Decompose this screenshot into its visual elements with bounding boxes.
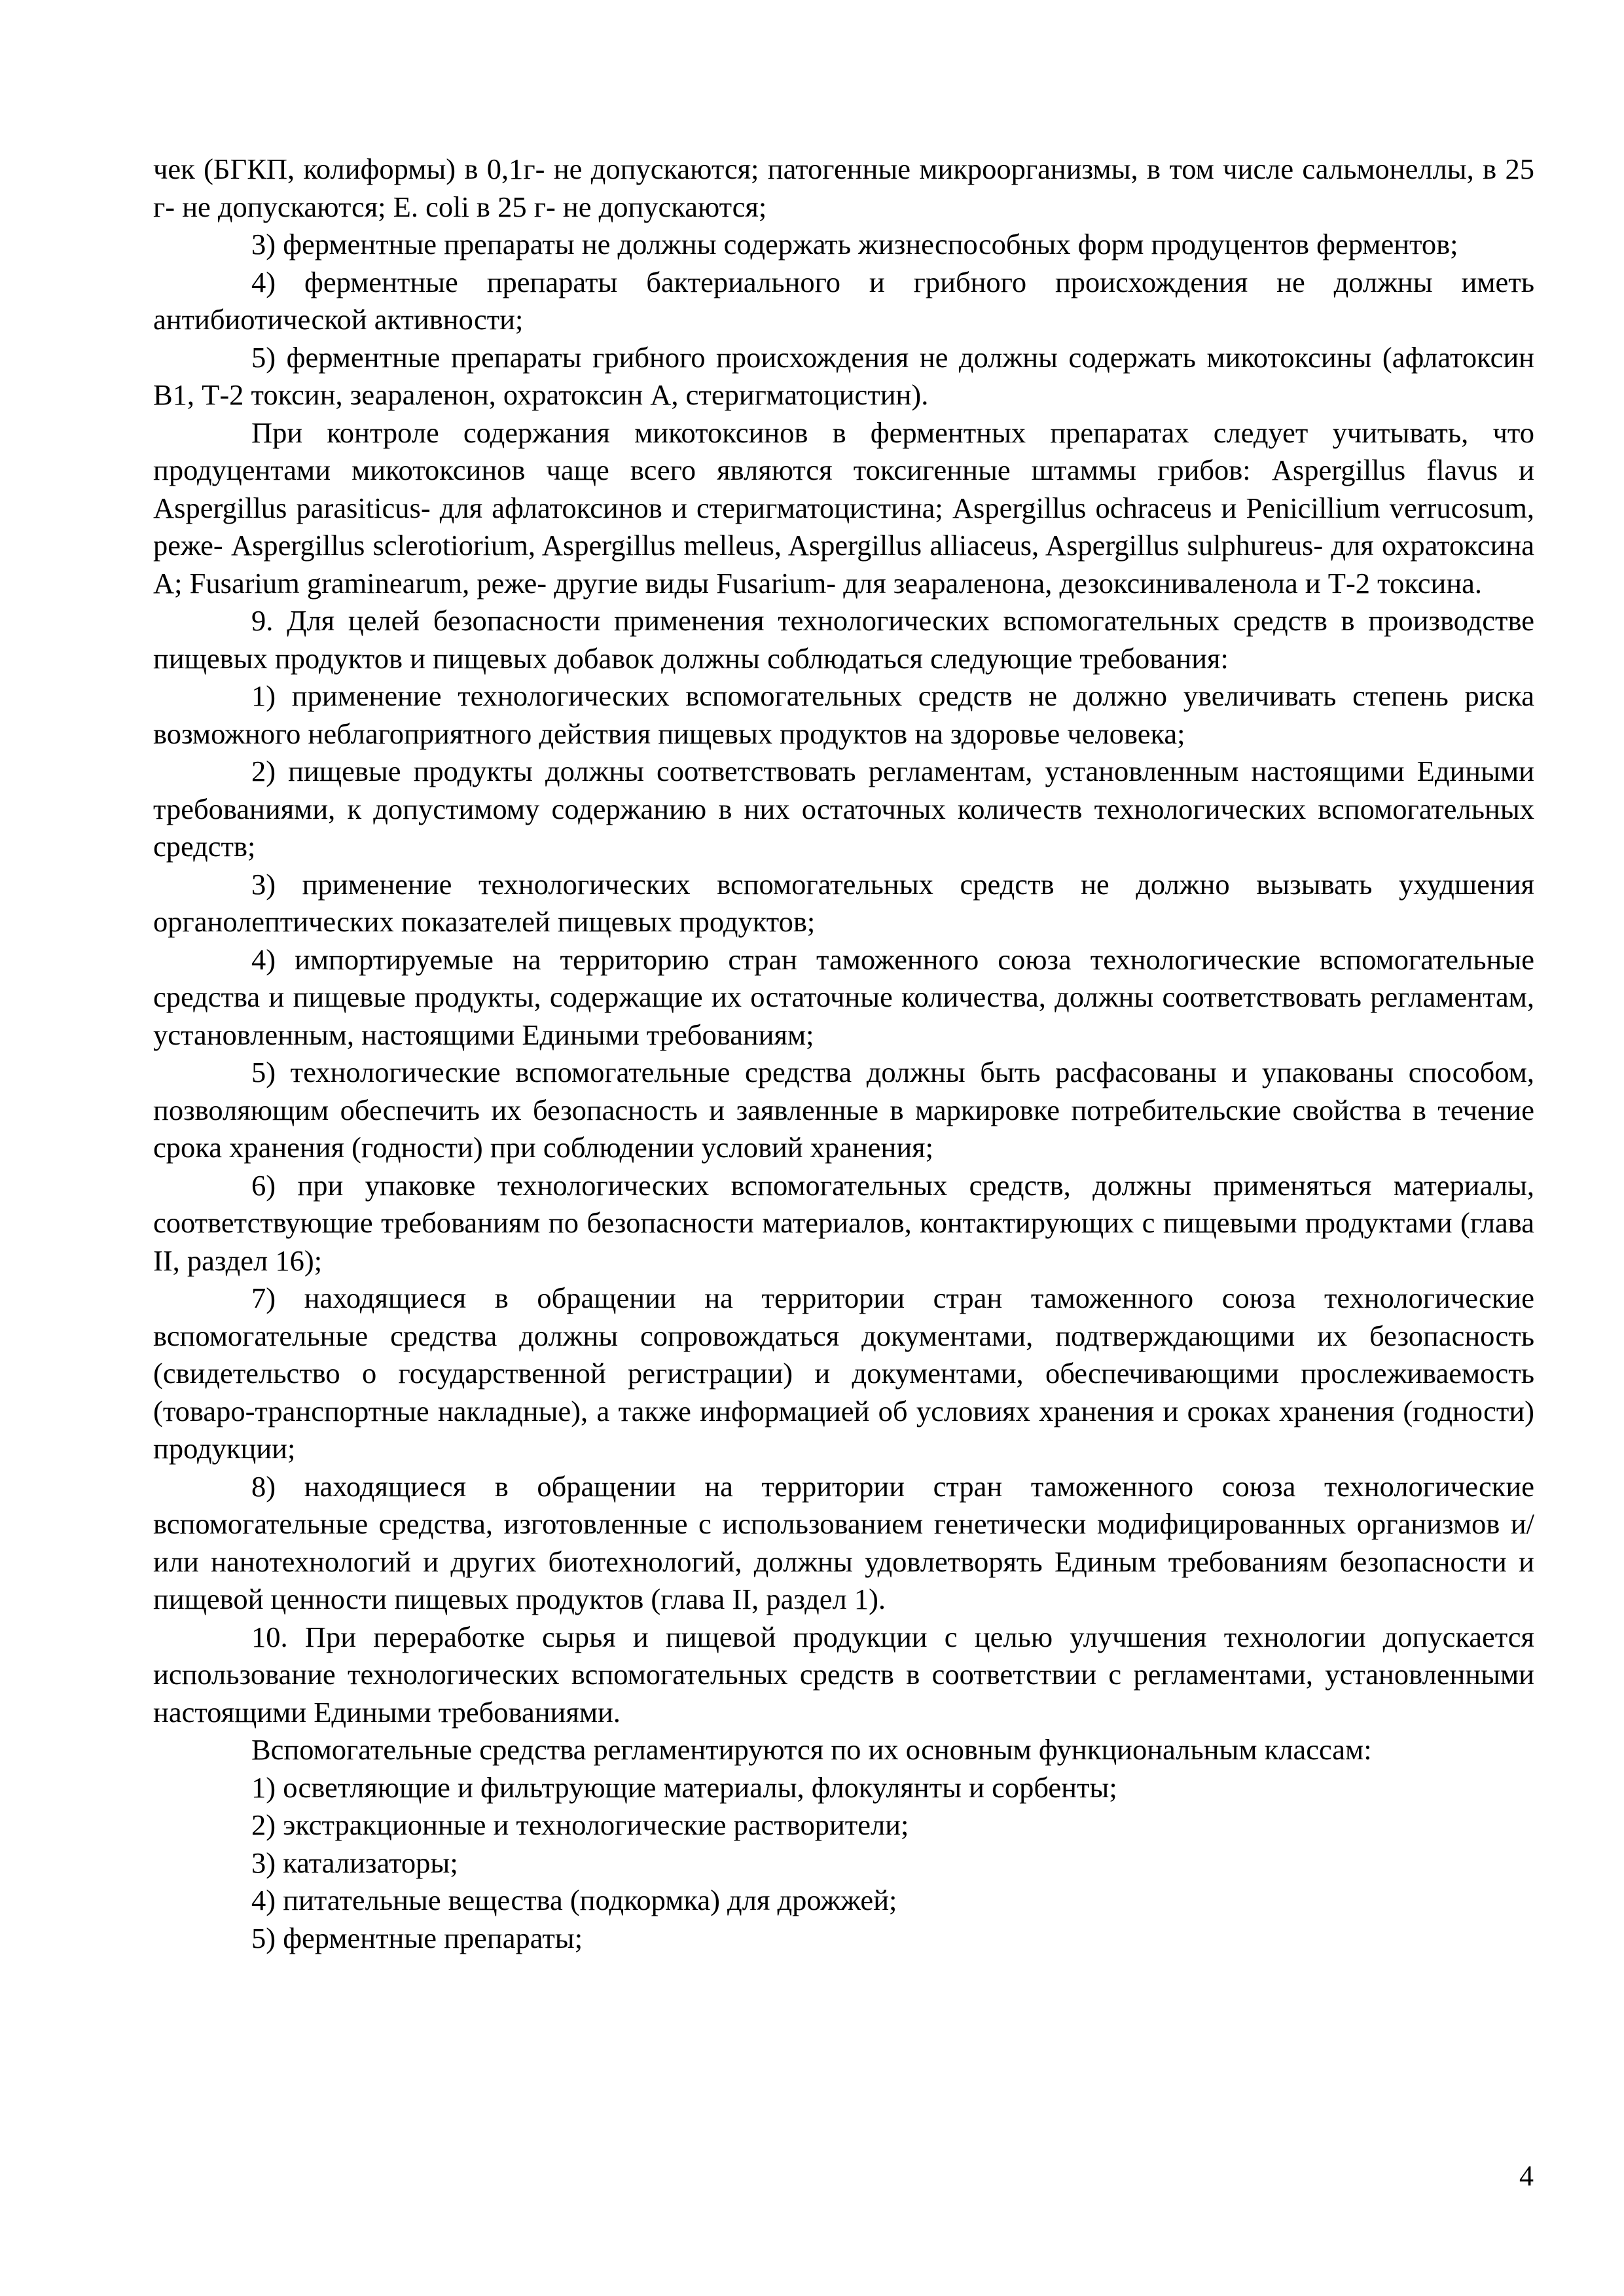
paragraph-functional-classes: Вспомогательные средства регламентируются по их основным функциональным классам: xyxy=(251,1733,1372,1766)
paragraph-class-item-4: 4) питательные вещества (подкормка) для дрожжей; xyxy=(251,1884,897,1916)
paragraph-s9-item-6: 6) при упаковке технологических вспомогательных средств, должны применяться материалы, соответствующие требованиям по безопасности материалов, контактирующих с пищевыми продуктами (глава II, раздел 16); xyxy=(153,1168,1534,1277)
paragraph-s9-item-7: 7) находящиеся в обращении на территории стран таможенного союза технологические вспомогательные средства должны сопровождаться документами, подтверждающими их безопасность (свидетельство о государственной регистрации) и документами, обеспечивающими прослеживаемость (товаро-транспортные накладные), а также информацией об условиях хранения и сроках хранения (годности) продукции; xyxy=(153,1282,1534,1465)
paragraph-mycotoxin-control: При контроле содержания микотоксинов в ферментных препаратах следует учитывать, что продуцентами микотоксинов чаще всего являются токсигенные штаммы грибов: Aspergillus flavus и Aspergillus parasiticus- для афлатоксинов и стеригматоцистина; Aspergillus ochraceus и Penicillium verrucosum, реже- Aspergillus sclerotiorium, Aspergillus melleus, Aspergillus alliaceus, Aspergillus sulphureus- для охратоксина А; Fusarium graminearum, реже- другие виды Fusarium- для зеараленона, дезоксиниваленола и Т-2 токсина. xyxy=(153,416,1534,600)
paragraph-item-4-antibiotic-activity: 4) ферментные препараты бактериального и грибного происхождения не должны иметь антибиотической активности; xyxy=(153,265,1534,336)
paragraph-section-10: 10. При переработке сырья и пищевой продукции с целью улучшения технологии допускается использование технологических вспомогательных средств в соответствии с регламентами, установленными настоящими Едиными требованиями. xyxy=(153,1620,1534,1729)
page-number: 4 xyxy=(1519,2160,1534,2192)
paragraph-s9-item-1: 1) применение технологических вспомогательных средств не должно увеличивать степень риска возможного неблагоприятного действия пищевых продуктов на здоровье человека; xyxy=(153,679,1534,750)
paragraph-s9-item-3: 3) применение технологических вспомогательных средств не должно вызывать ухудшения органолептических показателей пищевых продуктов; xyxy=(153,867,1534,938)
paragraph-s9-item-8: 8) находящиеся в обращении на территории стран таможенного союза технологические вспомогательные средства, изготовленные с использованием генетически модифицированных организмов и/или нанотехнологий и других биотехнологий, должны удовлетворять Единым требованиям безопасности и пищевой ценности пищевых продуктов (глава II, раздел 1). xyxy=(153,1469,1534,1615)
paragraph-s9-item-5: 5) технологические вспомогательные средства должны быть расфасованы и упакованы способом, позволяющим обеспечить их безопасность и заявленные в маркировке потребительские свойства в течение срока хранения (годности) при соблюдении условий хранения; xyxy=(153,1056,1534,1164)
paragraph-class-item-2: 2) экстракционные и технологические растворители; xyxy=(251,1808,909,1841)
document-body xyxy=(153,151,1534,1957)
paragraph-continuation: чек (БГКП, колиформы) в 0,1г- не допускаются; патогенные микроорганизмы, в том числе сальмонеллы, в 25 г- не допускаются; E. coli в 25 г- не допускаются; xyxy=(153,152,1534,223)
paragraph-class-item-3: 3) катализаторы; xyxy=(251,1846,458,1879)
paragraph-s9-item-4: 4) импортируемые на территорию стран таможенного союза технологические вспомогательные средства и пищевые продукты, содержащие их остаточные количества, должны соответствовать регламентам, установленным, настоящими Едиными требованиям; xyxy=(153,942,1534,1051)
paragraph-class-item-1: 1) осветляющие и фильтрующие материалы, флокулянты и сорбенты; xyxy=(251,1770,1117,1804)
paragraph-item-5-mycotoxins: 5) ферментные препараты грибного происхождения не должны содержать микотоксины (афлатоксин В1, Т-2 токсин, зеараленон, охратоксин А, стеригматоцистин). xyxy=(153,340,1534,411)
paragraph-item-3-viable-forms: 3) ферментные препараты не должны содержать жизнеспособных форм продуцентов ферментов; xyxy=(251,228,1458,260)
paragraph-s9-item-2: 2) пищевые продукты должны соответствовать регламентам, установленным настоящими Едиными требованиями, к допустимому содержанию в них остаточных количеств технологических вспомогательных средств; xyxy=(153,755,1534,863)
paragraph-class-item-5: 5) ферментные препараты; xyxy=(251,1921,583,1954)
paragraph-section-9: 9. Для целей безопасности применения технологических вспомогательных средств в производстве пищевых продуктов и пищевых добавок должны соблюдаться следующие требования: xyxy=(153,604,1534,675)
